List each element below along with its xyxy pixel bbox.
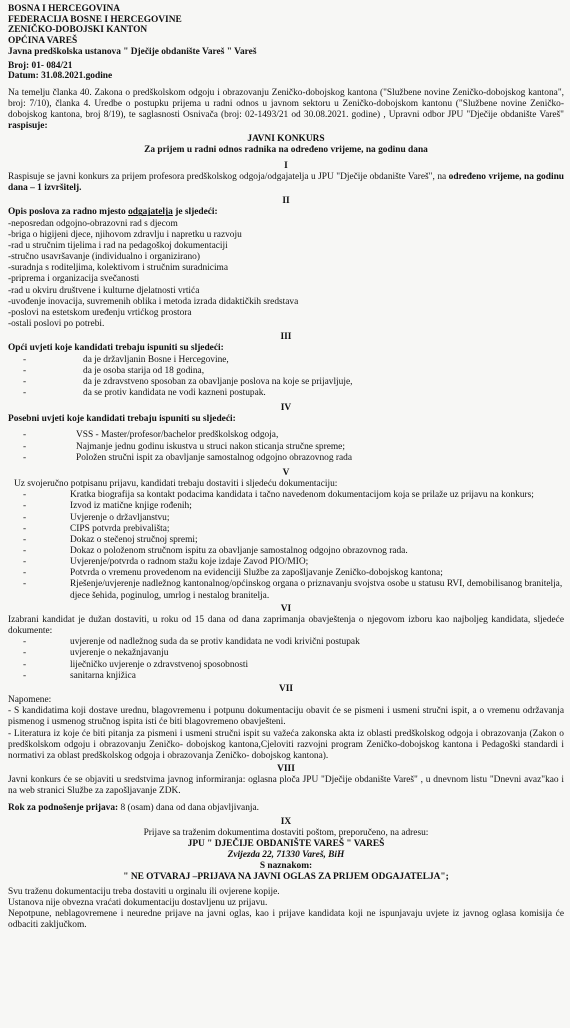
duty-item: -suradnja s roditeljima, kolektivom i stručnim suradnicima: [8, 263, 229, 274]
section-1-text: [8, 172, 564, 194]
intro-text: Na temelju članka 40. Zakona o predškolskom odgoju i obrazovanju Zeničko-dobojskog kantona ("Službene novine Zeničko-dobojskog kantona", broj: 7/10), člankа 4. Uredbe o postupku prijema u radni odnos u javnom sektoru u Zeničko-dobojskom kantonu ("Službene novine Zeničko-dobojskog kantona, broj 8/19), te saglasnosti Osnivača (broj: 02-1493/21 od 30.08.2021. godine) , Upravni odbor JPU "Dječije obdanište Vareš": [8, 87, 564, 121]
duty-item: -uvođenje inovacija, suvremenih oblika i metoda izrada didaktičkih sredstava: [8, 296, 299, 307]
duty-item: -neposredan odgojno-obrazovni rad s djecom: [8, 218, 178, 229]
duty-item: -poslovi na estetskom uređenju vrtićkog prostora: [8, 307, 192, 318]
document-item: - Uvjerenje/potvrda o radnom stažu koje izdaje Zavod PIO/MIO;: [8, 557, 564, 568]
duty-item: -priprema i organizacija svečanosti: [8, 274, 140, 285]
section-3-number: III: [280, 332, 292, 343]
header-line-institution: Javna predškolska ustanova " Dječije obdanište Vareš " Vareš: [8, 46, 257, 57]
document-item: - Rješenje/uvjerenje nadležnog kantonalnog/općinskog organa o priznavanju svojstva osobe u statusu RVI, demobilisanog branitelja, djece šehida, poginulog, umrlog i nestalog branitelja.: [8, 579, 564, 601]
section-9-number: IX: [280, 816, 292, 827]
section-4-heading: Posebni uvjeti koje kandidati trebaju ispuniti su sljedeći:: [8, 414, 236, 425]
special-conditions-list: [8, 430, 564, 463]
section-8-number: VIII: [277, 763, 295, 774]
section-1-number: I: [284, 160, 288, 171]
document-item: - Dokaz o položenom stručnom ispitu za obavljanje samostalnog odgojno obrazovnog rada.: [8, 546, 564, 557]
section-2-number: II: [282, 196, 290, 207]
document-date: Datum: 31.08.2021.godine: [8, 71, 113, 82]
duty-item: -ostali poslovi po potrebi.: [8, 319, 105, 330]
special-condition-item: - Položen stručni ispit za obavljanje samostalnog odgojno obrazovnog rada: [8, 453, 564, 464]
document-item: - CIPS potvrda prebivališta;: [8, 524, 564, 535]
section-5-number: V: [282, 467, 290, 478]
header-line-country: BOSNA I HERCEGOVINA: [8, 4, 121, 14]
notice-title: JAVNI KONKURS: [247, 133, 325, 144]
document-number: Broj: 01- 084/21: [8, 60, 73, 71]
general-conditions-list: [8, 355, 564, 400]
selected-candidate-documents-list: [8, 637, 564, 682]
header-line-canton: ZENIČKO-DOBOJSKI KANTON: [8, 25, 148, 36]
document-page: [8, 4, 564, 1020]
section-1-text-b: određeno vrijeme, na godinu dana – 1 izvršitelj.: [8, 172, 564, 194]
document-header: [8, 4, 564, 82]
duty-item: -rad u okviru društvene i kulturne djelatnosti vrtića: [8, 285, 200, 296]
intro-tail: raspisuje:: [8, 121, 48, 132]
note-literature: - Literatura iz koje će biti pitanja za pismeni i usmeni stručni ispit su važeća zakonska akta iz oblasti predškolskog odgoja i obrazovanja (Zakon o predškolskom odgoju i obrazovanju Zeničko- dobojskog kantona,Cjeloviti razvojni program Zeničko-dobojskog kantona i Pedagoški standardi i normativi za oblast predškolskog odgoja i obrazovanja Zeničko- dobojskog kantona).: [8, 728, 564, 761]
general-condition-item: - da se protiv kandidata ne vodi kazneni postupak.: [8, 388, 564, 399]
footer-no-return: Ustanova nije obvezna vraćati dokumentaciju dostavljenu uz prijavu.: [8, 897, 268, 908]
intro-paragraph: [8, 88, 564, 133]
section-6-number: VI: [280, 603, 292, 614]
section-7-number: VII: [278, 683, 294, 694]
duty-item: -briga o higijeni djece, njihovom zdravlju i napretku u razvoju: [8, 229, 242, 240]
general-condition-item: - da je osoba starija od 18 godina,: [8, 366, 564, 377]
section-2-heading-b: je sljedeći:: [172, 207, 218, 218]
section-6-intro: Izabrani kandidat je dužan dostaviti, u roku od 15 dana od dana zaprimanja obavještenja o njegovom izboru kao najboljeg kandidata, sljedeće dokumente:: [8, 614, 564, 637]
address-institution: JPU " DJEČIJE OBDANIŠTE VAREŠ " VAREŠ: [187, 838, 385, 849]
section-5-intro: Uz svojeručno potpisanu prijavu, kandidati trebaju dostaviti i sljedeću dokumentaciju:: [14, 479, 338, 490]
note-exam: - S kandidatima koji dostave urednu, blagovremenu i potpunu dokumentaciju obavit će se pismeni i usmeni stručni ispit, a o vremenu održavanja pismenog i usmenog stručnog ispita isti će biti blagovremeno obavješteni.: [8, 706, 564, 728]
header-line-municipality: OPĆINA VAREŠ: [8, 36, 78, 47]
header-line-federation: FEDERACIJA BOSNE I HERCEGOVINE: [8, 14, 182, 25]
footer-originals: Svu traženu dokumentaciju treba dostaviti u orginalu ili ovjerene kopije.: [8, 886, 280, 897]
selected-document-item: - uvjerenje od nadležnog suda da se protiv kandidata ne vodi krivični postupak: [8, 637, 564, 648]
notice-subtitle: Za prijem u radni odnos radnika na određeno vrijeme, na godinu dana: [144, 144, 428, 155]
deadline-value: 8 (osam) dana od dana objavljivanja.: [118, 803, 260, 814]
general-condition-item: - da je zdravstveno sposoban za obavljanje poslova na koje se prijavljuje,: [8, 377, 564, 388]
deadline-line: [8, 803, 564, 814]
duty-item: -stručno usavršavanje (individualno i organizirano): [8, 252, 200, 263]
duties-list: [8, 219, 564, 331]
document-item: - Dokaz o stečenoj stručnoj spremi;: [8, 535, 564, 546]
section-3-heading: Opći uvjeti koje kandidati trebaju ispuniti su sljedeći:: [8, 343, 224, 354]
section-4-number: IV: [280, 403, 292, 414]
footer-rejection: Nepotpune, neblagovremene i neuredne prijave na javni oglas, kao i prijave kandidata koji ne ispunjavaju uvjete iz javnog oglasa komisija će odbaciti zaključkom.: [8, 908, 564, 931]
deadline-label: Rok za podnošenje prijava:: [8, 803, 119, 814]
address-marking-label: S naznakom:: [259, 861, 313, 872]
section-2-heading-underlined: odgajatelja: [128, 207, 173, 218]
publication-text: Javni konkurs će se objaviti u sredstvima javnog informiranja: oglasna ploča JPU "Dječije obdanište Vareš" , u dnevnom listu "Dnevni avaz"kao i na web stranici Službe za zapošljavanje ZDK.: [8, 775, 564, 797]
section-2-heading-a: Opis poslova za radno mjesto: [8, 207, 129, 218]
address-marking-text: " NE OTVARAJ –PRIJAVA NA JAVNI OGLAS ZA PRIJEM ODGAJATELJA";: [123, 872, 449, 883]
submission-intro: Prijave sa traženim dokumentima dostaviti poštom, preporučeno, na adresu:: [143, 827, 429, 838]
address-street: Zvijezda 22, 71330 Vareš, BiH: [227, 850, 345, 861]
selected-document-item: - uvjerenje o nekažnjavanju: [8, 648, 564, 659]
document-item: - Uvjerenje o državljanstvu;: [8, 513, 564, 524]
document-item: - Izvod iz matične knjige rođenih;: [8, 501, 564, 512]
selected-document-item: - sanitarna knjižica: [8, 671, 564, 682]
notes-label: Napomene:: [8, 695, 52, 706]
special-condition-item: - VSS - Master/profesor/bachelor predškolskog odgoja,: [8, 430, 564, 441]
section-1-text-a: Raspisuje se javni konkurs za prijem profesora predškolskog odgoja/odgajatelja u JPU "Dječije obdanište Vareš", na: [8, 172, 449, 183]
section-2-heading: [8, 207, 564, 218]
document-item: - Kratka biografija sa kontakt podacima kandidata i tačno navedenom dokumentacijom koja se prilaže uz prijavu na konkurs;: [8, 490, 564, 501]
general-condition-item: - da je državljanin Bosne i Hercegovine,: [8, 355, 564, 366]
required-documents-list: [8, 490, 564, 602]
duty-item: -rad u stručnim tijelima i rad na pedagoškoj dokumentaciji: [8, 240, 228, 251]
document-item: - Potvrda o vremenu provedenom na evidenciji Službe za zapošljavanje Zeničko-dobojskog kantona;: [8, 568, 564, 579]
selected-document-item: - liječničko uvjerenje o zdravstvenoj sposobnosti: [8, 660, 564, 671]
special-condition-item: - Najmanje jednu godinu iskustva u struci nakon sticanja stručne spreme;: [8, 442, 564, 453]
